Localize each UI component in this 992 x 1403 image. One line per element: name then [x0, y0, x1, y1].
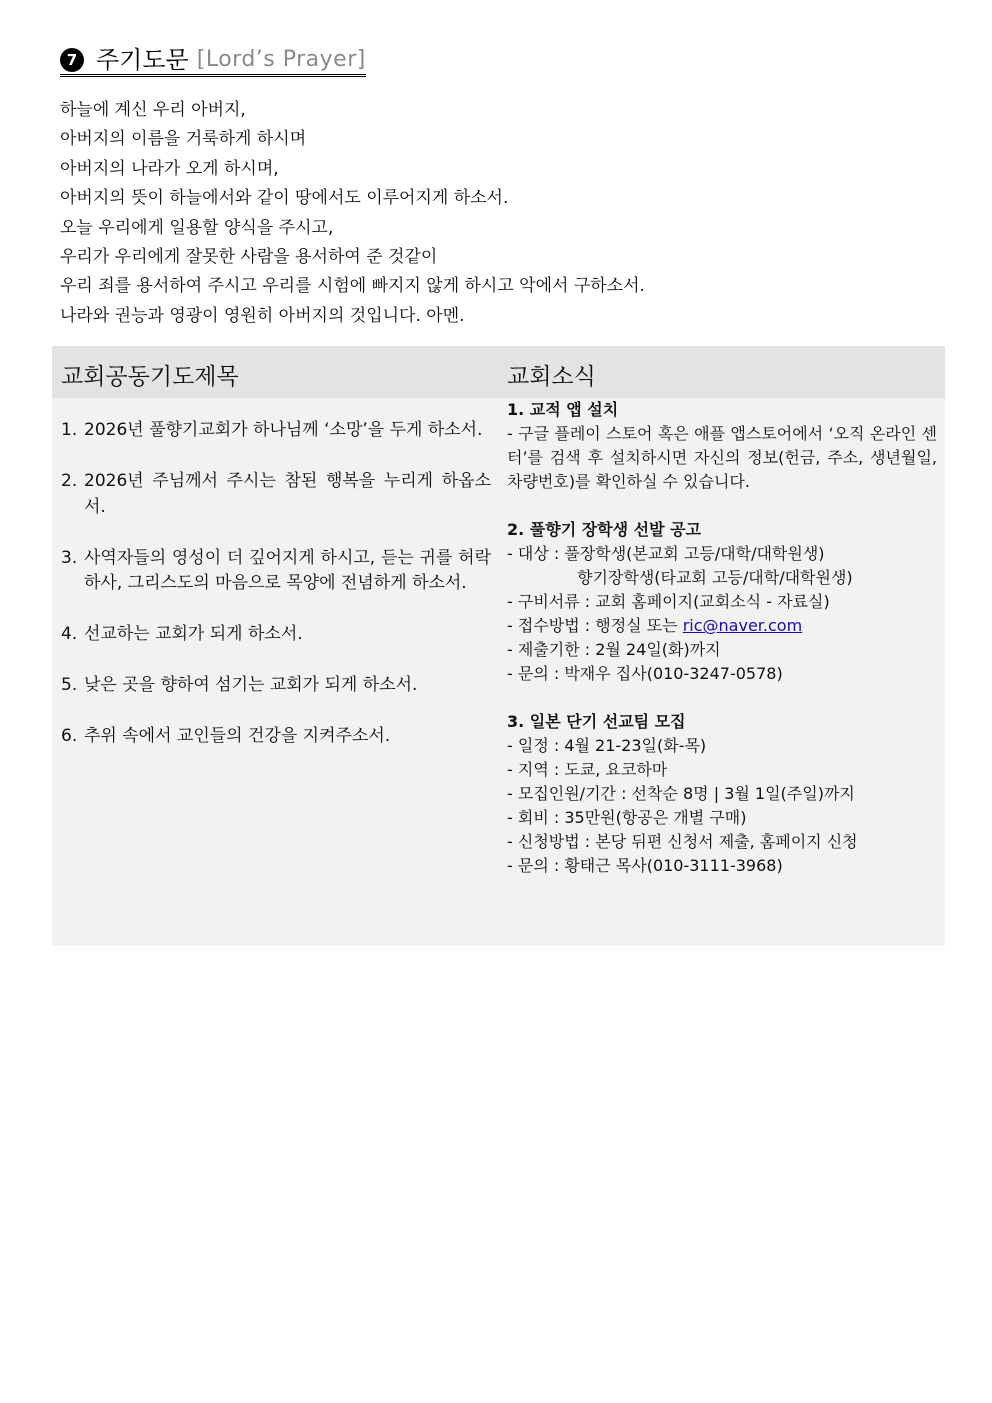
- news-line: - 대상 : 풀장학생(본교회 고등/대학/대학원생): [507, 544, 825, 563]
- prayer-topics-heading: 교회공동기도제목: [61, 364, 239, 390]
- prayer-line: 우리 죄를 용서하여 주시고 우리를 시험에 빠지지 않게 하시고 악에서 구하소서.: [60, 276, 645, 297]
- list-item: [61, 622, 491, 648]
- item-text: 추위 속에서 교인들의 건강을 지켜주소서.: [84, 726, 391, 746]
- circled-number-icon: 7: [60, 48, 84, 72]
- list-item: [61, 418, 491, 444]
- church-news-list: [507, 398, 937, 902]
- item-text: 선교하는 교회가 되게 하소서.: [84, 624, 303, 644]
- news-mission: [507, 710, 937, 878]
- title-sub: [Lord’s Prayer]: [196, 47, 366, 72]
- news-title: 1. 교적 앱 설치: [507, 400, 619, 419]
- news-title: 3. 일본 단기 선교팀 모집: [507, 712, 686, 731]
- news-line: - 제출기한 : 2월 24일(화)까지: [507, 640, 721, 659]
- list-item: [61, 469, 491, 520]
- church-news-heading: 교회소식: [507, 364, 596, 390]
- item-number: 6.: [61, 726, 78, 746]
- title-main: 주기도문: [96, 46, 189, 74]
- news-app-install: [507, 398, 937, 494]
- prayer-line: 하늘에 계신 우리 아버지,: [60, 100, 246, 120]
- list-item: [61, 724, 491, 750]
- item-text: 2026년 주님께서 주시는 참된 행복을 누리게 하옵소서.: [84, 471, 491, 517]
- news-line: 향기장학생(타교회 고등/대학/대학원생): [577, 568, 853, 587]
- item-number: 1.: [61, 420, 78, 440]
- news-line: - 일정 : 4월 21-23일(화-목): [507, 736, 707, 755]
- news-line: - 문의 : 박재우 집사(010-3247-0578): [507, 664, 783, 683]
- list-item: [61, 673, 491, 699]
- news-line: - 지역 : 도쿄, 요코하마: [507, 760, 668, 779]
- news-scholarship: [507, 518, 937, 686]
- method-label: - 접수방법 : 행정실 또는: [507, 616, 683, 635]
- news-body: - 구글 플레이 스토어 혹은 애플 앱스토어에서 ‘오직 온라인 센터’를 검색 후 설치하시면 자신의 정보(헌금, 주소, 생년월일, 차량번호)를 확인하실 수 있습니다.: [507, 424, 937, 491]
- email-link[interactable]: ric@naver.com: [682, 616, 803, 635]
- news-line: - 문의 : 황태근 목사(010-3111-3968): [507, 856, 783, 875]
- panel-header: [52, 346, 945, 398]
- prayer-line: 오늘 우리에게 일용할 양식을 주시고,: [60, 217, 334, 238]
- prayer-line: 나라와 권능과 영광이 영원히 아버지의 것입니다. 아멘.: [60, 305, 465, 326]
- list-item: [61, 546, 491, 597]
- item-text: 낮은 곳을 향하여 섬기는 교회가 되게 하소서.: [84, 675, 418, 695]
- item-text: 2026년 풀향기교회가 하나님께 ‘소망’을 두게 하소서.: [84, 420, 483, 440]
- news-line: - 구비서류 : 교회 홈페이지(교회소식 - 자료실): [507, 592, 830, 611]
- info-panel: [52, 346, 945, 946]
- news-line: - 모집인원/기간 : 선착순 8명 | 3월 1일(주일)까지: [507, 784, 855, 803]
- prayer-topics-list: [61, 418, 491, 775]
- item-number: 2.: [61, 471, 78, 491]
- title-underline: [60, 48, 366, 77]
- item-number: 4.: [61, 624, 78, 644]
- item-number: 3.: [61, 547, 78, 568]
- prayer-line: 아버지의 나라가 오게 하시며,: [60, 158, 279, 179]
- lords-prayer-text: [60, 96, 940, 331]
- news-line: [507, 614, 937, 638]
- prayer-line: 아버지의 뜻이 하늘에서와 같이 땅에서도 이루어지게 하소서.: [60, 188, 509, 209]
- item-text: 사역자들의 영성이 더 깊어지게 하시고, 듣는 귀를 허락하사, 그리스도의 마음으로 목양에 전념하게 하소서.: [84, 547, 491, 593]
- item-number: 5.: [61, 675, 78, 695]
- prayer-line: 아버지의 이름을 거룩하게 하시며: [60, 129, 307, 150]
- prayer-line: 우리가 우리에게 잘못한 사람을 용서하여 준 것같이: [60, 246, 438, 267]
- news-line: - 신청방법 : 본당 뒤편 신청서 제출, 홈페이지 신청: [507, 832, 858, 851]
- news-title: 2. 풀향기 장학생 선발 공고: [507, 520, 702, 539]
- section-title: [60, 48, 366, 77]
- news-line: - 회비 : 35만원(항공은 개별 구매): [507, 808, 747, 827]
